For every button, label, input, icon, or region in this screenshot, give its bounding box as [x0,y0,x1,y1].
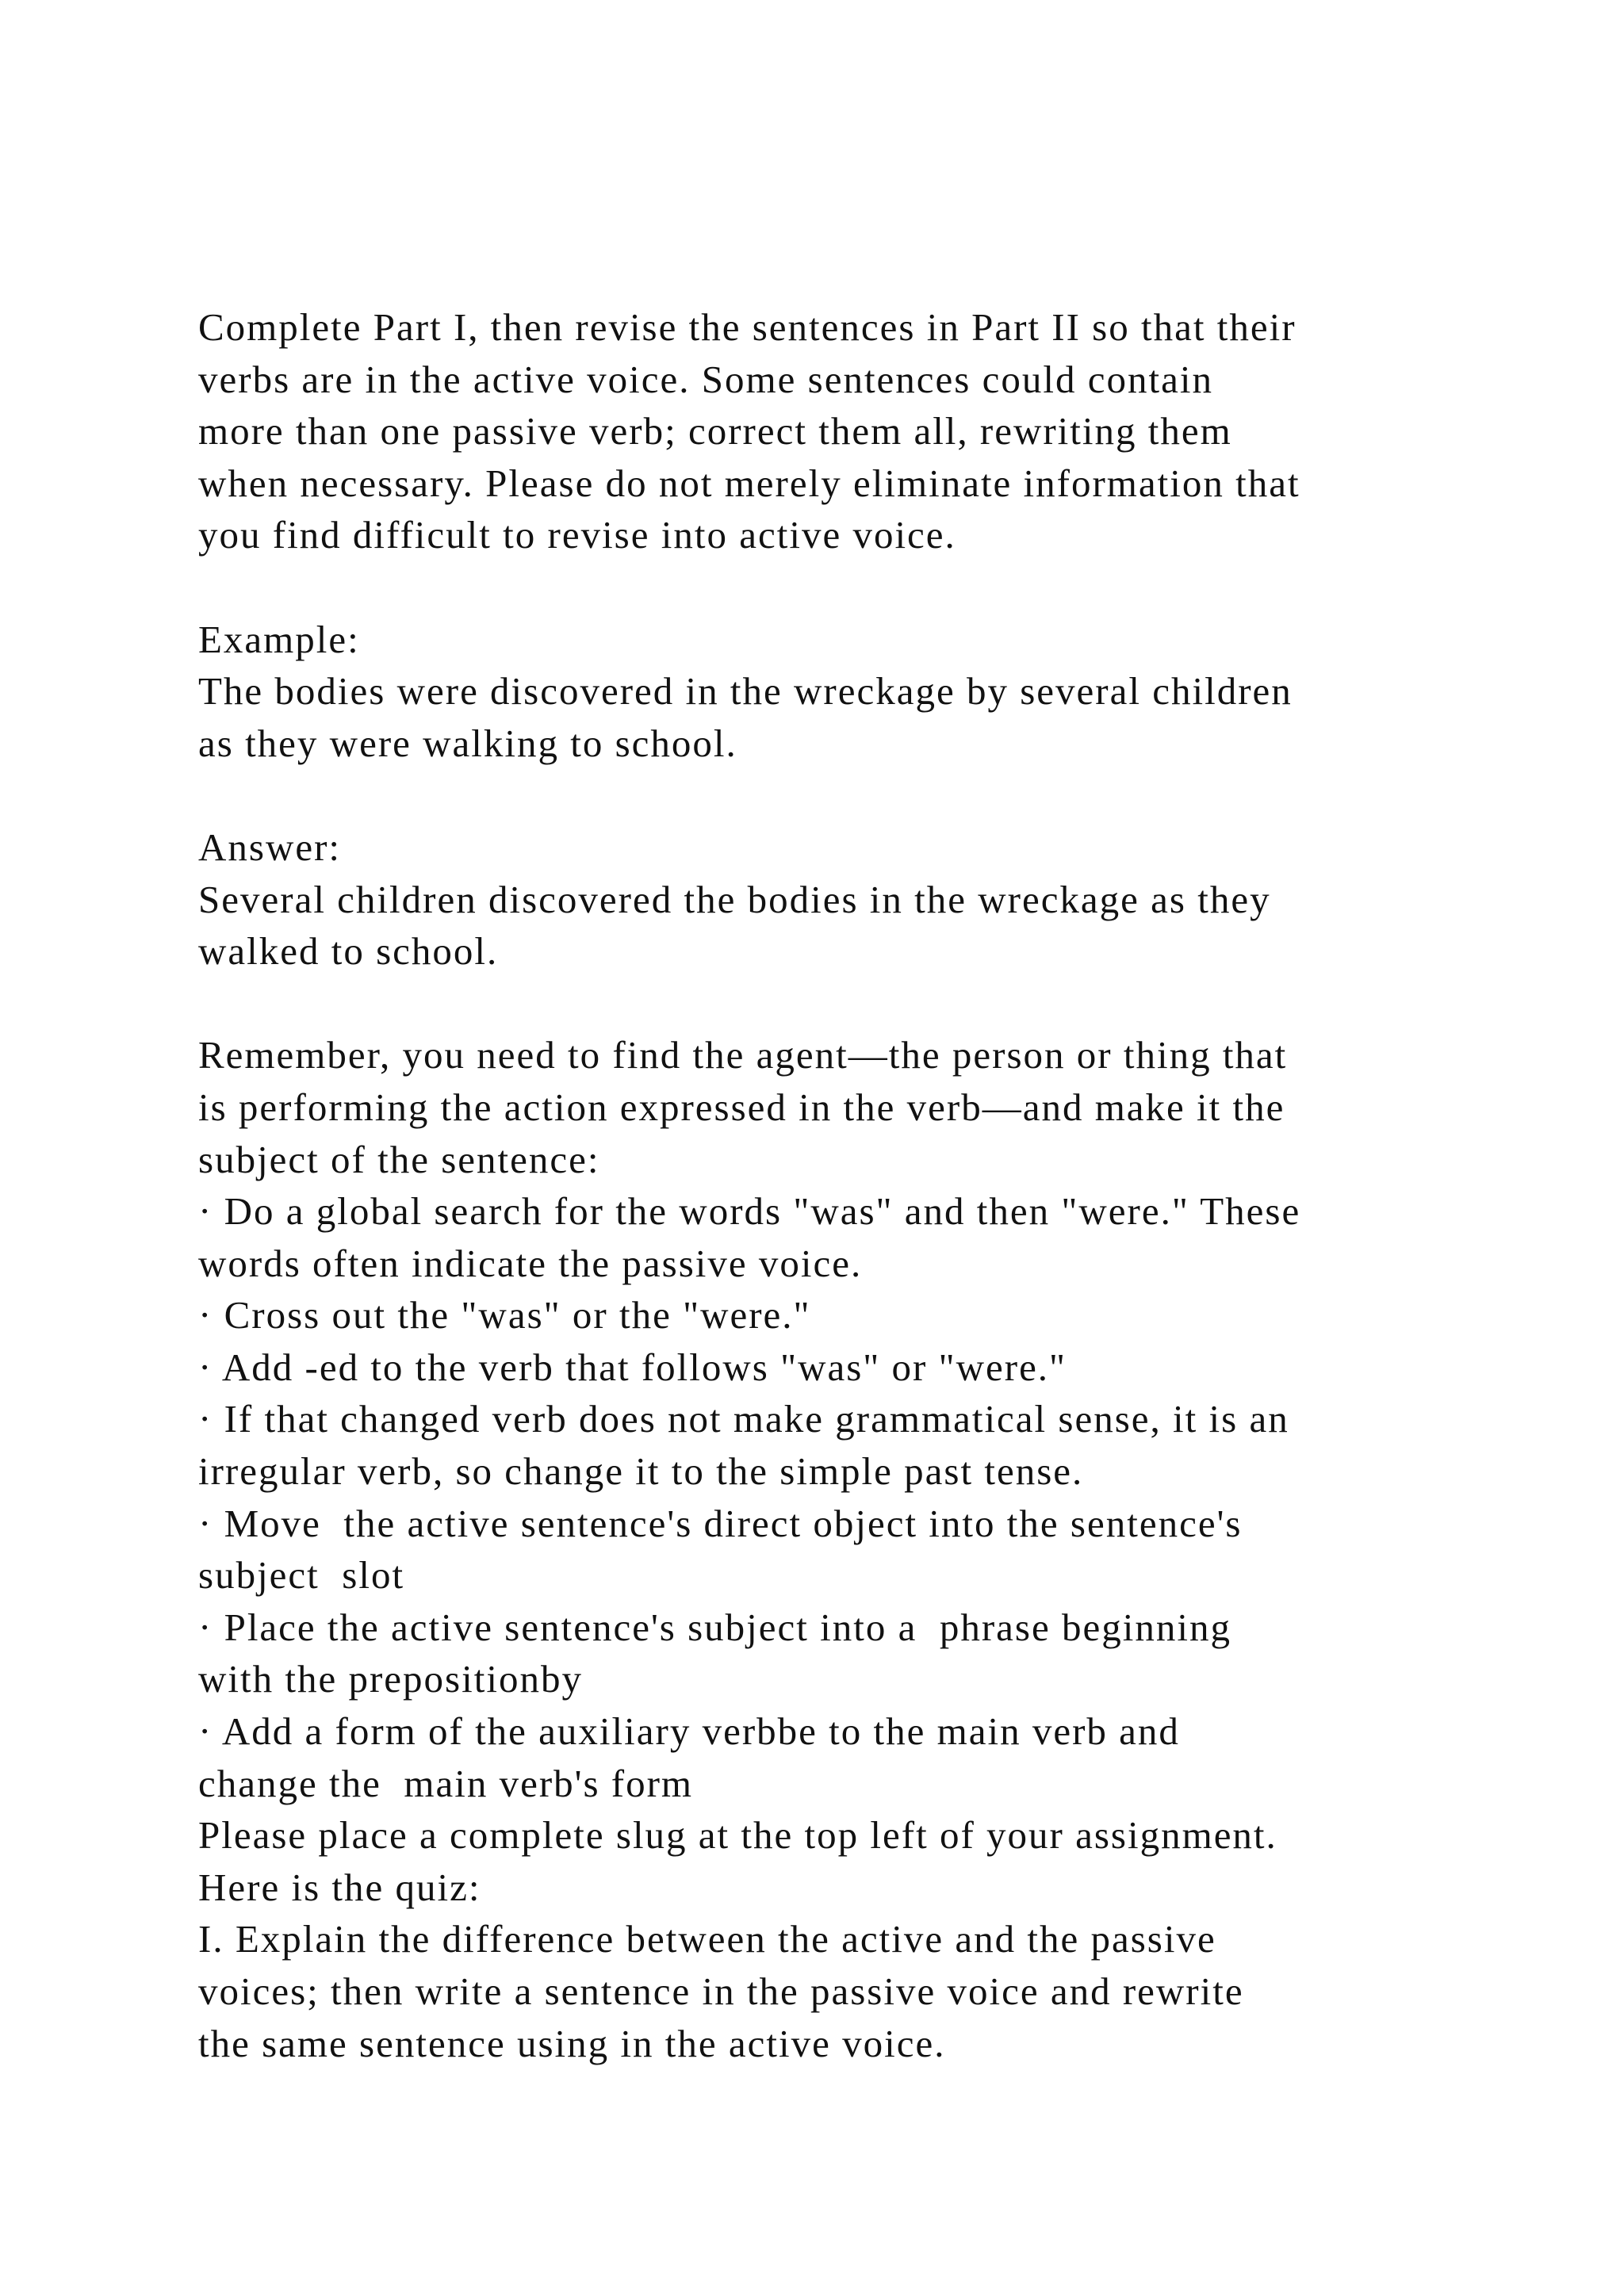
remember-line: subject of the sentence: [198,1137,600,1181]
intro-paragraph [198,301,1515,561]
answer-line: walked to school. [198,929,499,974]
paragraph-spacer [198,561,1515,614]
bullet-line: · Add -ed to the verb that follows "was" or "were." [198,1345,1067,1389]
bullet-line: change the main verb's form [198,1761,694,1805]
quiz-line: I. Explain the difference between the active and the passive [198,1917,1216,1961]
quiz-intro: Here is the quiz: [198,1865,481,1909]
slug-instruction: Please place a complete slug at the top left of your assignment. [198,1813,1277,1858]
intro-line: more than one passive verb; correct them all, rewriting them [198,409,1232,453]
intro-line: Complete Part I, then revise the sentences in Part II so that their [198,305,1297,349]
bullet-line: subject slot [198,1553,405,1598]
intro-line: when necessary. Please do not merely eliminate information that [198,461,1300,505]
quiz-line: the same sentence using in the active voice. [198,2021,946,2065]
bullet-line: with the prepositionby [198,1657,583,1701]
example-line: The bodies were discovered in the wreckage by several children [198,669,1293,714]
bullet-line: · Add a form of the auxiliary verbbe to the main verb and [198,1709,1180,1754]
remember-paragraph [198,1029,1515,1185]
paragraph-spacer [198,978,1515,1030]
remember-line: is performing the action expressed in the verb—and make it the [198,1085,1285,1129]
intro-line: you find difficult to revise into active voice. [198,513,956,557]
instruction-bullet-list [198,1185,1515,1809]
bullet-line: irregular verb, so change it to the simple past tense. [198,1449,1084,1494]
example-label: Example: [198,617,360,661]
quiz-part-one [198,1913,1515,2069]
example-line: as they were walking to school. [198,721,737,765]
document-body [198,301,1515,2069]
bullet-line: · Place the active sentence's subject into a phrase beginning [198,1605,1231,1649]
remember-line: Remember, you need to find the agent—the person or thing that [198,1033,1288,1077]
bullet-line: · Do a global search for the words "was" and then "were." These [198,1189,1301,1234]
bullet-line: · Move the active sentence's direct object into the sentence's [198,1501,1243,1545]
answer-line: Several children discovered the bodies in the wreckage as they [198,877,1271,921]
answer-block [198,821,1515,978]
answer-label: Answer: [198,825,342,869]
bullet-line: words often indicate the passive voice. [198,1241,863,1285]
quiz-line: voices; then write a sentence in the passive voice and rewrite [198,1969,1244,2013]
intro-line: verbs are in the active voice. Some sentences could contain [198,357,1213,401]
example-block [198,614,1515,770]
bullet-line: · Cross out the "was" or the "were." [198,1293,811,1337]
bullet-line: · If that changed verb does not make grammatical sense, it is an [198,1397,1289,1441]
paragraph-spacer [198,769,1515,821]
